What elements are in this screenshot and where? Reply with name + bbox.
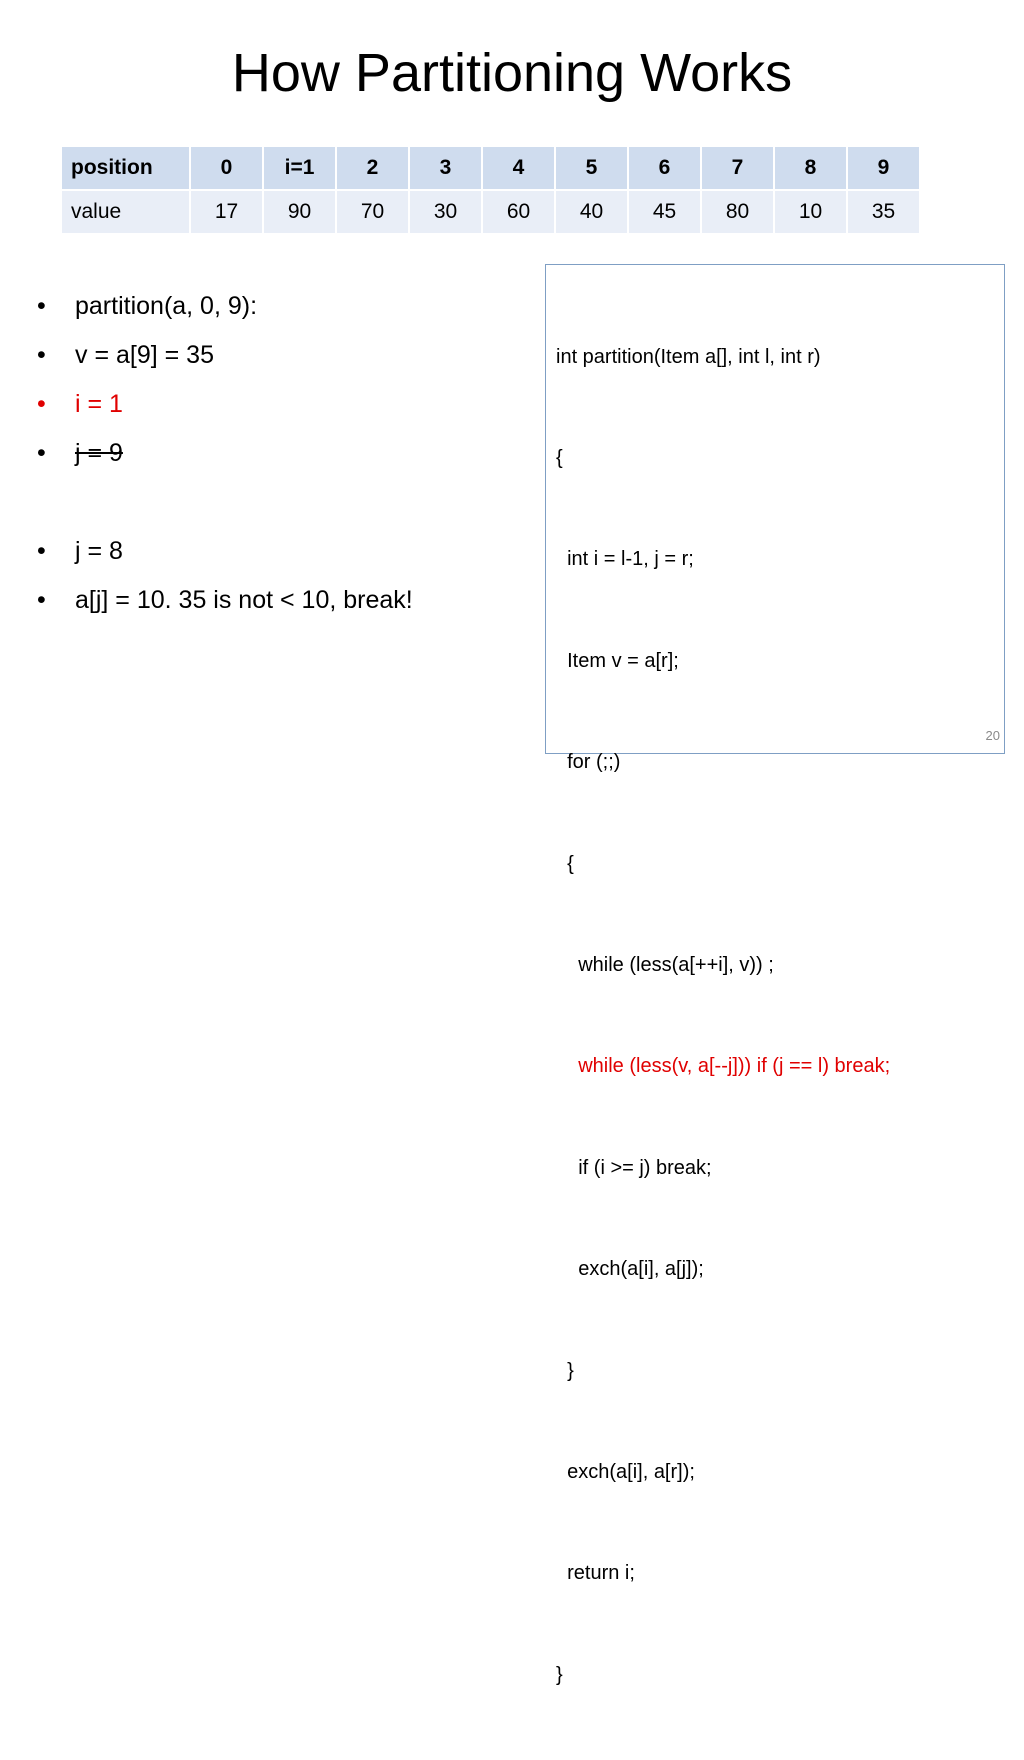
code-line-highlighted: while (less(v, a[--j])) if (j == l) break; (556, 1055, 891, 1078)
code-line: if (i >= j) break; (556, 1156, 712, 1179)
page-number: 20 (985, 728, 1000, 743)
value-cell: 70 (336, 190, 409, 234)
header-cell: 0 (190, 146, 263, 190)
code-line: exch(a[i], a[r]); (556, 1460, 695, 1483)
slide-title: How Partitioning Works (231, 43, 793, 103)
header-cell: 5 (555, 146, 628, 190)
bullet-text: v = a[9] = 35 (75, 341, 214, 369)
bullet-item-highlighted (37, 380, 413, 429)
header-cell: 8 (774, 146, 847, 190)
table-value-row (61, 190, 920, 234)
code-listing (556, 273, 890, 1760)
code-line: return i; (556, 1562, 635, 1585)
value-cell: 35 (847, 190, 920, 234)
bullet-item (37, 331, 413, 380)
header-cell: 9 (847, 146, 920, 190)
bullet-text: j = 9 (75, 439, 123, 467)
header-cell: i=1 (263, 146, 336, 190)
code-line: } (556, 1359, 574, 1382)
bullet-item (37, 282, 413, 331)
bullet-dot-icon: • (37, 537, 46, 565)
bullet-item-struck (37, 429, 413, 478)
bullet-list (37, 282, 413, 625)
value-cell: 60 (482, 190, 555, 234)
value-cell: 17 (190, 190, 263, 234)
value-cell-label: value (61, 190, 190, 234)
code-line: while (less(a[++i], v)) ; (556, 953, 774, 976)
value-cell: 45 (628, 190, 701, 234)
code-line: } (556, 1663, 563, 1686)
code-line: Item v = a[r]; (556, 649, 679, 672)
code-box (545, 264, 1005, 1686)
value-cell: 30 (409, 190, 482, 234)
value-cell: 90 (263, 190, 336, 234)
bullet-text: i = 1 (75, 390, 123, 418)
code-line: { (556, 446, 563, 469)
header-cell: 6 (628, 146, 701, 190)
value-cell: 40 (555, 190, 628, 234)
bullet-text: a[j] = 10. 35 is not < 10, break! (75, 586, 413, 614)
header-cell: 3 (409, 146, 482, 190)
bullet-dot-icon: • (37, 292, 46, 320)
bullet-item (37, 527, 413, 576)
header-cell: 2 (336, 146, 409, 190)
array-table (60, 145, 921, 235)
bullet-spacer (37, 478, 413, 527)
value-cell: 80 (701, 190, 774, 234)
bullet-text: partition(a, 0, 9): (75, 292, 258, 320)
code-line: int i = l-1, j = r; (556, 548, 694, 571)
table-header-row (61, 146, 920, 190)
bullet-dot-icon: • (37, 586, 46, 614)
header-cell-position: position (61, 146, 190, 190)
bullet-item (37, 576, 413, 625)
header-cell: 4 (482, 146, 555, 190)
bullet-text: j = 8 (75, 537, 123, 565)
bullet-dot-icon: • (37, 439, 46, 467)
header-cell: 7 (701, 146, 774, 190)
value-cell: 10 (774, 190, 847, 234)
code-line: { (556, 852, 574, 875)
code-line: for (;;) (556, 751, 621, 774)
bullet-dot-icon: • (37, 341, 46, 369)
code-line: exch(a[i], a[j]); (556, 1258, 704, 1281)
bullet-dot-icon: • (37, 390, 46, 418)
code-line: int partition(Item a[], int l, int r) (556, 345, 821, 368)
